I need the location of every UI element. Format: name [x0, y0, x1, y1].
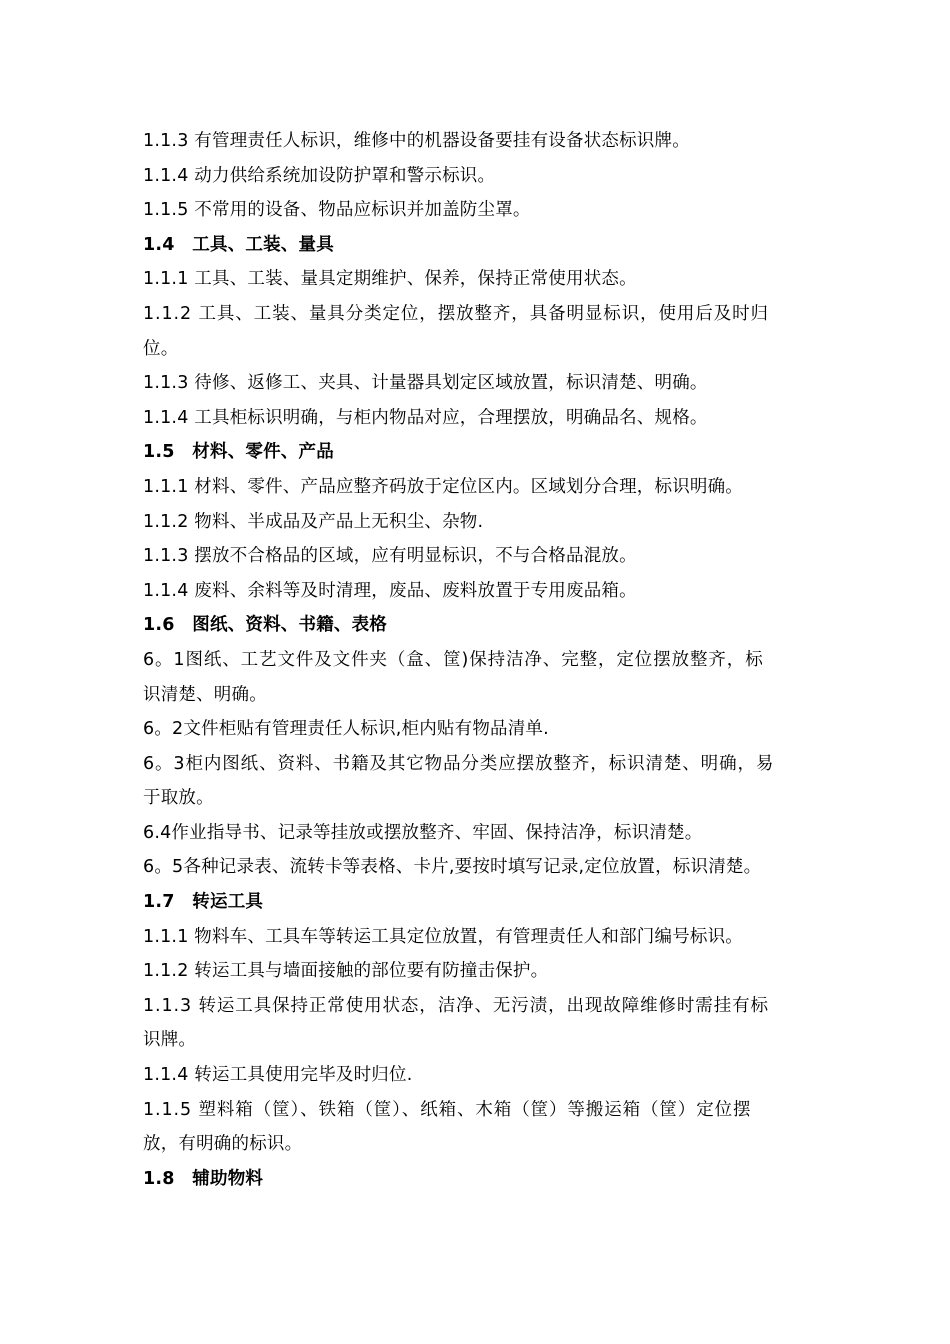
document-line: 1.1.4 动力供给系统加设防护罩和警示标识。 — [143, 165, 496, 186]
document-line: 1.1.2 工具、工装、量具分类定位，摆放整齐，具备明显标识，使用后及时归 — [143, 303, 769, 324]
document-line: 识清楚、明确。 — [143, 684, 267, 705]
document-body — [143, 124, 813, 1196]
section-heading: 1.5 材料、零件、产品 — [143, 442, 334, 463]
document-line: 1.1.2 物料、半成品及产品上无积尘、杂物. — [143, 511, 484, 532]
section-heading: 1.6 图纸、资料、书籍、表格 — [143, 615, 388, 636]
document-line: 1.1.1 材料、零件、产品应整齐码放于定位区内。区域划分合理，标识明确。 — [143, 476, 743, 497]
document-line: 6。5各种记录表、流转卡等表格、卡片,要按时填写记录,定位放置，标识清楚。 — [143, 857, 762, 878]
section-heading: 1.7 转运工具 — [143, 892, 264, 913]
document-line: 1.1.4 废料、余料等及时清理，废品、废料放置于专用废品箱。 — [143, 580, 637, 601]
document-line: 1.1.3 待修、返修工、夹具、计量器具划定区域放置，标识清楚、明确。 — [143, 373, 708, 394]
section-heading: 1.4 工具、工装、量具 — [143, 234, 334, 255]
document-line: 识牌。 — [143, 1030, 197, 1051]
document-line: 1.1.1 物料车、工具车等转运工具定位放置，有管理责任人和部门编号标识。 — [143, 926, 743, 947]
document-line: 6。1图纸、工艺文件及文件夹（盒、筐)保持洁净、完整，定位摆放整齐，标 — [143, 649, 764, 670]
document-line: 1.1.3 有管理责任人标识，维修中的机器设备要挂有设备状态标识牌。 — [143, 131, 690, 151]
document-line: 1.1.5 不常用的设备、物品应标识并加盖防尘罩。 — [143, 200, 531, 221]
document-line: 6。3柜内图纸、资料、书籍及其它物品分类应摆放整齐，标识清楚、明确，易 — [143, 753, 775, 774]
document-line: 位。 — [143, 338, 179, 359]
document-line: 6。2文件柜贴有管理责任人标识,柜内贴有物品清单. — [143, 719, 549, 740]
document-line: 1.1.3 转运工具保持正常使用状态，洁净、无污渍，出现故障维修时需挂有标 — [143, 995, 769, 1016]
document-line: 1.1.4 工具柜标识明确，与柜内物品对应，合理摆放，明确品名、规格。 — [143, 407, 708, 428]
document-line: 于取放。 — [143, 788, 214, 809]
section-heading: 1.8 辅助物料 — [143, 1168, 264, 1189]
document-line: 放，有明确的标识。 — [143, 1134, 303, 1155]
document-line: 1.1.2 转运工具与墙面接触的部位要有防撞击保护。 — [143, 961, 549, 982]
document-line: 6.4作业指导书、记录等挂放或摆放整齐、牢固、保持洁净，标识清楚。 — [143, 822, 703, 843]
document-line: 1.1.3 摆放不合格品的区域，应有明显标识，不与合格品混放。 — [143, 546, 637, 567]
document-line: 1.1.4 转运工具使用完毕及时归位. — [143, 1065, 413, 1086]
document-line: 1.1.1 工具、工装、量具定期维护、保养，保持正常使用状态。 — [143, 269, 637, 290]
document-line: 1.1.5 塑料箱（筐）、铁箱（筐）、纸箱、木箱（筐）等搬运箱（筐）定位摆 — [143, 1099, 752, 1120]
